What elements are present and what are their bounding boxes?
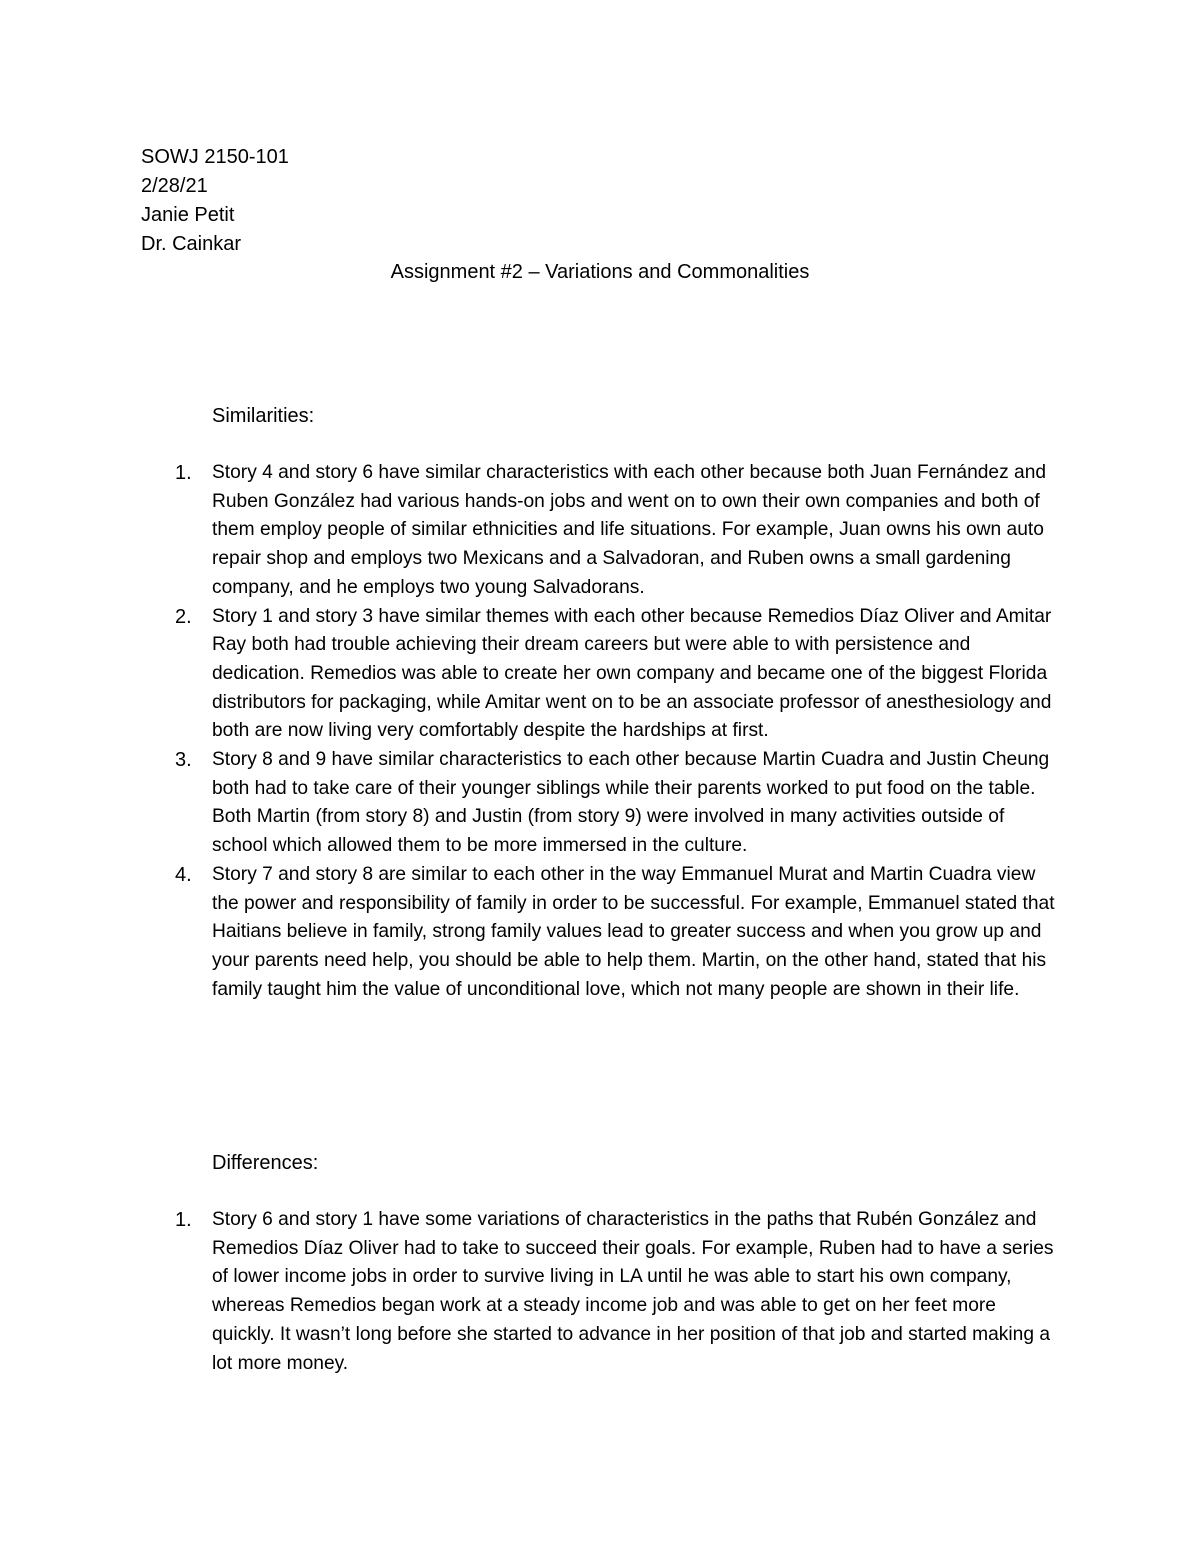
similarities-heading: Similarities: — [212, 405, 315, 427]
list-item — [0, 746, 1200, 861]
differences-list — [0, 1206, 1200, 1378]
list-item-text: Story 8 and 9 have similar characteristics to each other because Martin Cuadra and Justin Cheung both had to take care of their younger siblings while their parents worked to put food on the table. Both Martin (from story 8) and Justin (from story 9) were involved in many activities outside of school which allowed them to be more immersed in the culture. — [212, 749, 1050, 857]
list-number: 2. — [175, 605, 192, 628]
instructor-name: Dr. Cainkar — [141, 233, 242, 255]
list-item — [0, 1206, 1200, 1378]
list-number: 3. — [175, 749, 192, 772]
list-item — [0, 861, 1200, 1005]
similarities-list — [0, 459, 1200, 1004]
differences-heading: Differences: — [212, 1152, 319, 1174]
list-number: 4. — [175, 863, 192, 886]
list-number: 1. — [175, 1209, 192, 1231]
list-item — [0, 459, 1200, 603]
list-item-text: Story 7 and story 8 are similar to each other in the way Emmanuel Murat and Martin Cuadra view the power and responsibility of family in order to be successful. For example, Emmanuel stated that Haitians believe in family, strong family values lead to greater success and when you grow up and your parents need help, you should be able to help them. Martin, on the other hand, stated that his family taught him the value of unconditional love, which not many people are shown in their life. — [212, 863, 1055, 1000]
list-item-text: Story 6 and story 1 have some variations of characteristics in the paths that Rubén González and Remedios Díaz Oliver had to take to succeed their goals. For example, Ruben had to have a series of lower income jobs in order to survive living in LA until he was able to start his own company, whereas Remedios began work at a steady income job and was able to get on her feet more quickly. It wasn’t long before she started to advance in her position of that job and started making a lot more money. — [212, 1209, 1054, 1374]
header-block — [141, 143, 289, 259]
student-name: Janie Petit — [141, 204, 235, 226]
date: 2/28/21 — [141, 175, 208, 197]
list-item-text: Story 4 and story 6 have similar characteristics with each other because both Juan Fernández and Ruben González had various hands-on jobs and went on to own their own companies and both of them employ people of similar ethnicities and life situations. For example, Juan owns his own auto repair shop and employs two Mexicans and a Salvadoran, and Ruben owns a small gardening company, and he employs two young Salvadorans. — [212, 462, 1047, 598]
assignment-title: Assignment #2 – Variations and Commonalities — [390, 261, 810, 283]
list-item-text: Story 1 and story 3 have similar themes with each other because Remedios Díaz Oliver and Amitar Ray both had trouble achieving their dream careers but were able to with persistence and dedication. Remedios was able to create her own company and became one of the biggest Florida distributors for packaging, while Amitar went on to be an associate professor of anesthesiology and both are now living very comfortably despite the hardships at first. — [212, 605, 1052, 742]
list-number: 1. — [175, 462, 192, 484]
list-item — [0, 603, 1200, 747]
course-code: SOWJ 2150-101 — [141, 146, 289, 168]
